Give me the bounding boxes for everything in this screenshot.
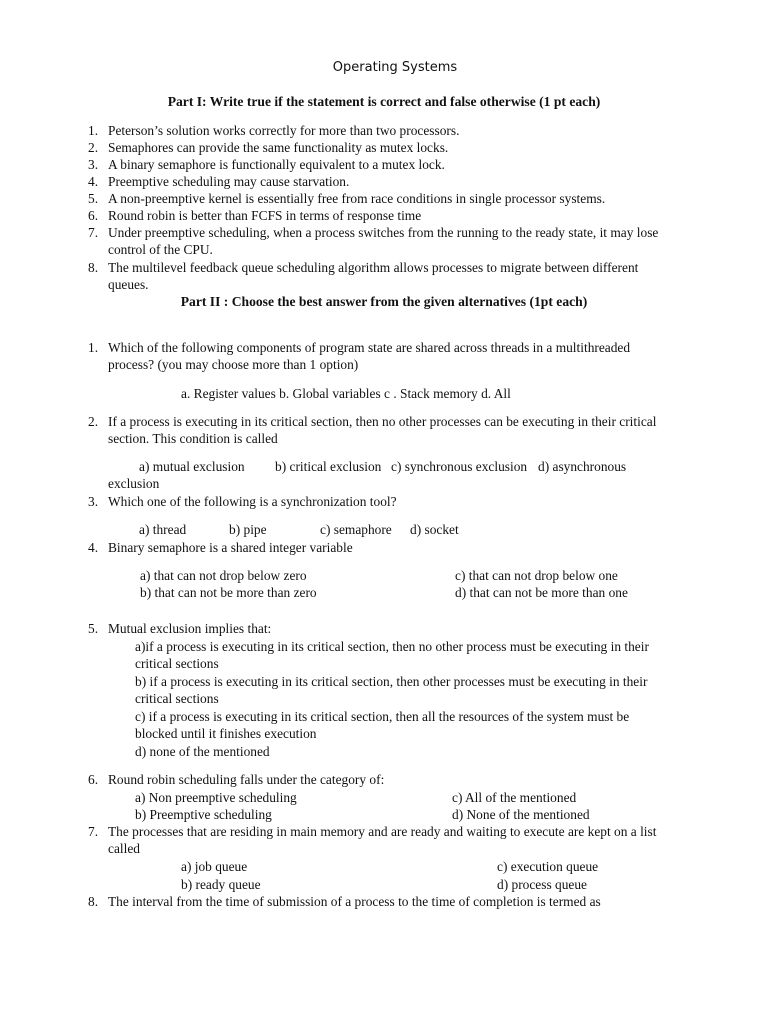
item-number: 6. (88, 208, 99, 223)
option-d: d) None of the mentioned (452, 807, 590, 822)
item-number: 2. (88, 140, 99, 155)
question-text: Mutual exclusion implies that: (108, 621, 272, 636)
option-d: d) asynchronous (538, 459, 627, 474)
option-c: c) if a process is executing in its critical section, then all the resources of the system must be (135, 709, 630, 724)
statement-text: A non-preemptive kernel is essentially free from race conditions in single processor systems. (108, 191, 606, 206)
statement-text: control of the CPU. (108, 242, 213, 257)
question-text: The interval from the time of submission of a process to the time of completion is termed as (108, 894, 601, 909)
option-c-continued: blocked until it finishes execution (135, 726, 317, 741)
statement-text: Semaphores can provide the same functionality as mutex locks. (108, 140, 449, 155)
question-text: process? (you may choose more than 1 option) (108, 357, 359, 372)
question-number: 2. (88, 414, 99, 429)
option-d: d) none of the mentioned (135, 744, 270, 759)
question-text: If a process is executing in its critical section, then no other processes can be executing in their critical (108, 414, 657, 429)
option-b: b) that can not be more than zero (140, 585, 317, 600)
statement-text: A binary semaphore is functionally equivalent to a mutex lock. (108, 157, 445, 172)
question-number: 1. (88, 340, 99, 355)
document-title: Operating Systems (332, 60, 458, 75)
part1-heading: Part I: Write true if the statement is correct and false otherwise (1 pt each) (167, 94, 601, 109)
question-number: 4. (88, 540, 99, 555)
option-d-continued: exclusion (108, 476, 160, 491)
item-number: 5. (88, 191, 99, 206)
option-a: a) that can not drop below zero (140, 568, 307, 583)
statement-text: Preemptive scheduling may cause starvation. (108, 174, 350, 189)
option-b-continued: critical sections (135, 691, 219, 706)
option-c: c) execution queue (497, 859, 599, 874)
option-c: c) that can not drop below one (455, 568, 618, 583)
statement-text: Round robin is better than FCFS in terms of response time (108, 208, 422, 223)
statement-text: Peterson’s solution works correctly for more than two processors. (108, 123, 460, 138)
option-b: b) ready queue (181, 877, 261, 892)
option-b: b) Preemptive scheduling (135, 807, 272, 822)
option-a: a) job queue (181, 859, 248, 874)
question-number: 8. (88, 894, 99, 909)
option-a-continued: critical sections (135, 656, 219, 671)
question-number: 5. (88, 621, 99, 636)
question-text: Which one of the following is a synchronization tool? (108, 494, 397, 509)
item-number: 1. (88, 123, 99, 138)
question-number: 7. (88, 824, 99, 839)
option-d: d) process queue (497, 877, 587, 892)
option-c: c) synchronous exclusion (391, 459, 528, 474)
item-number: 4. (88, 174, 99, 189)
part2-heading: Part II : Choose the best answer from the given alternatives (1pt each) (180, 294, 588, 309)
option-a: a)if a process is executing in its critical section, then no other process must be executing in their (135, 639, 649, 654)
item-number: 7. (88, 225, 99, 240)
question-number: 6. (88, 772, 99, 787)
question-number: 3. (88, 494, 99, 509)
item-number: 8. (88, 260, 99, 275)
question-text: Which of the following components of program state are shared across threads in a multithreaded (108, 340, 631, 355)
question-text: Round robin scheduling falls under the category of: (108, 772, 385, 787)
statement-text: queues. (108, 277, 149, 292)
statement-text: Under preemptive scheduling, when a process switches from the running to the ready state, it may lose (108, 225, 659, 240)
question-text: section. This condition is called (108, 431, 278, 446)
option-a: a) Non preemptive scheduling (135, 790, 297, 805)
statement-text: The multilevel feedback queue scheduling algorithm allows processes to migrate between different (108, 260, 639, 275)
option-a: a) mutual exclusion (139, 459, 245, 474)
question-text: Binary semaphore is a shared integer variable (108, 540, 353, 555)
option-d: d) socket (410, 522, 459, 537)
item-number: 3. (88, 157, 99, 172)
option-d: d) that can not be more than one (455, 585, 628, 600)
answer-options: a. Register values b. Global variables c . Stack memory d. All (181, 386, 511, 401)
question-text: The processes that are residing in main memory and are ready and waiting to execute are kept on a list (108, 824, 657, 839)
option-c: c) All of the mentioned (452, 790, 577, 805)
option-b: b) if a process is executing in its critical section, then other processes must be executing in their (135, 674, 648, 689)
question-text: called (108, 841, 140, 856)
option-b: b) critical exclusion (275, 459, 382, 474)
option-a: a) thread (139, 522, 187, 537)
option-c: c) semaphore (320, 522, 392, 537)
option-b: b) pipe (229, 522, 267, 537)
